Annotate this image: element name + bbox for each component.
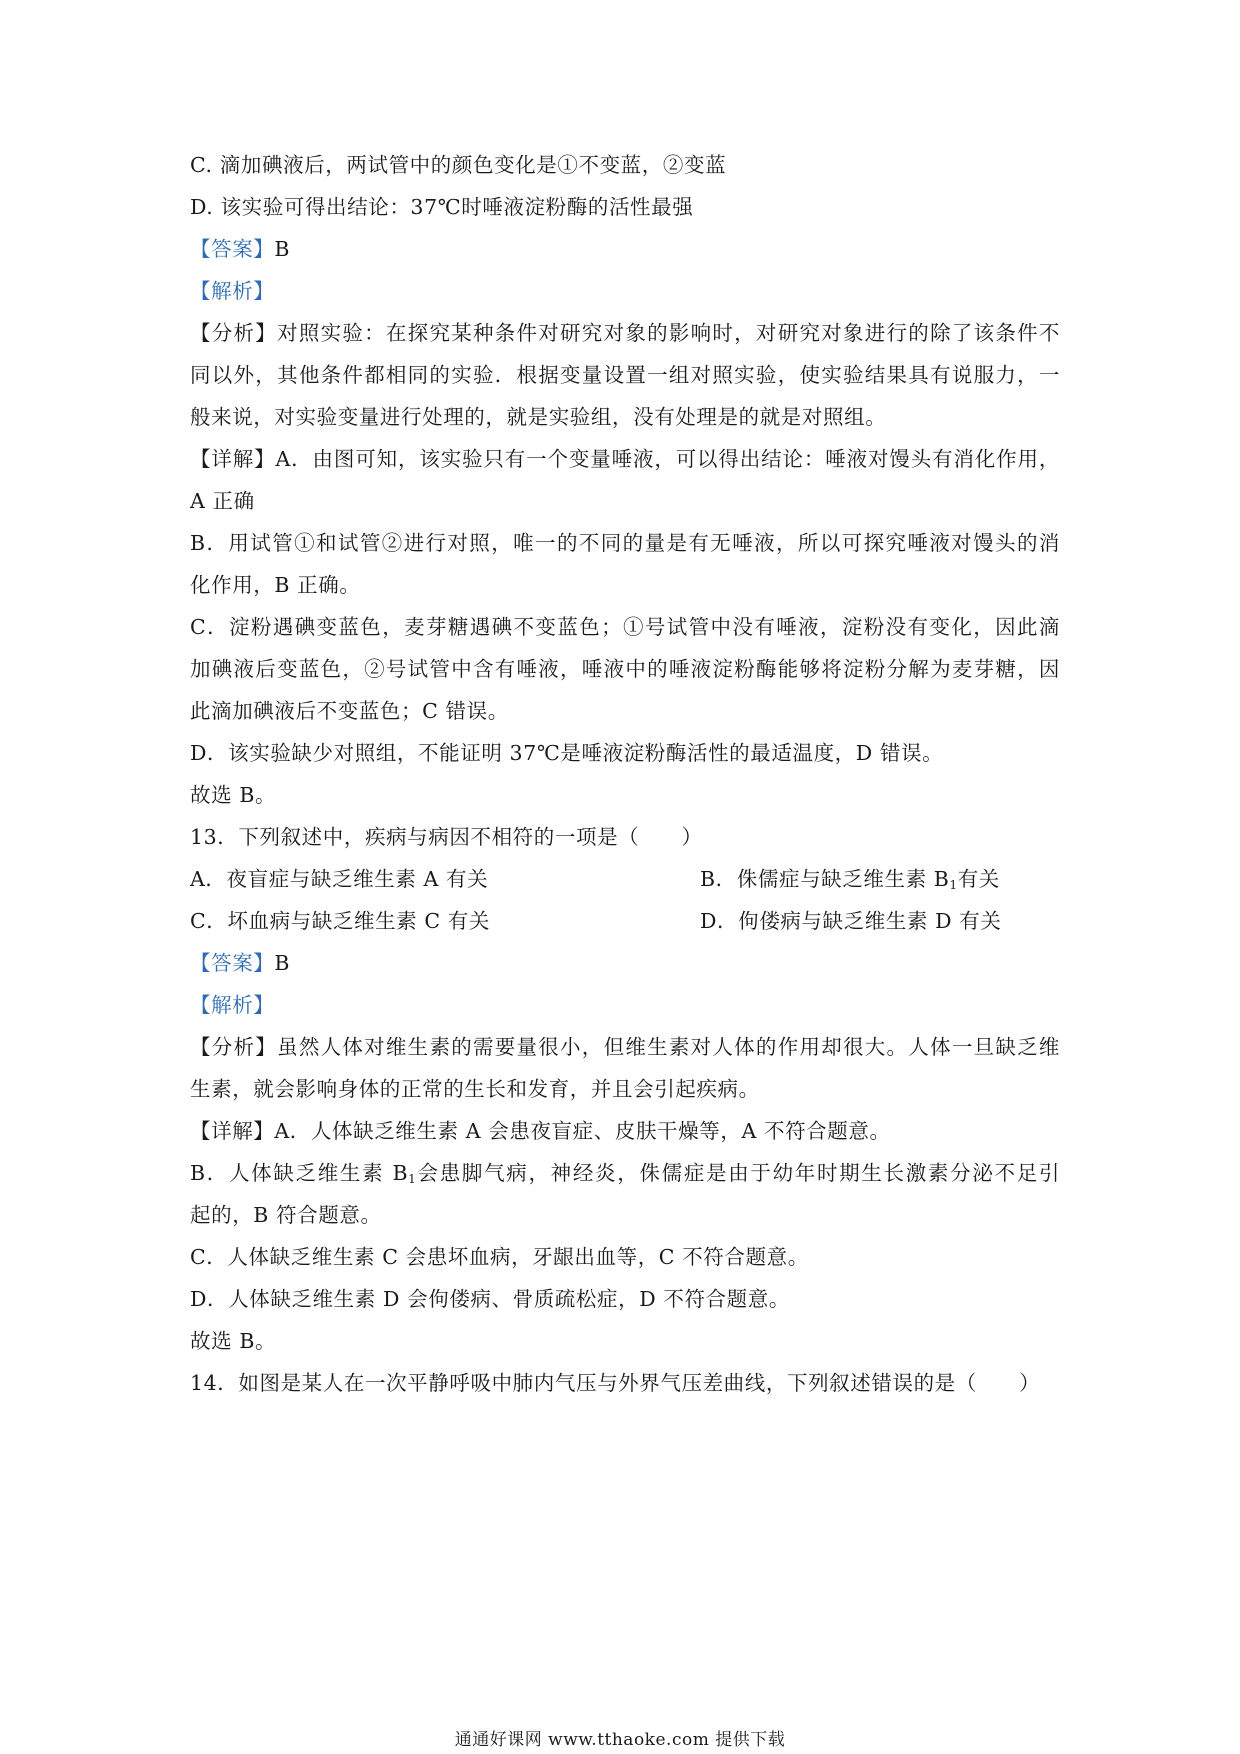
xiangjie-text-8: D．该实验缺少对照组，不能证明 37℃是唾液淀粉酶活性的最适温度，D 错误。 bbox=[190, 741, 944, 765]
xiangjie-text-2: A 正确 bbox=[190, 489, 255, 513]
conclusion-text: 故选 B。 bbox=[190, 783, 277, 807]
q13-xiangjie-line-4 bbox=[190, 1242, 809, 1272]
xiangjie-line-2 bbox=[190, 486, 255, 516]
q13-xiangjie-text-4: C．人体缺乏维生素 C 会患坏血病，牙龈出血等，C 不符合题意。 bbox=[190, 1245, 809, 1269]
xiangjie-line-4 bbox=[190, 570, 360, 600]
q13-xiangjie-line-1 bbox=[190, 1116, 891, 1146]
xiangjie-line-5 bbox=[190, 612, 1060, 642]
answer-tag: 【答案】 bbox=[190, 237, 275, 261]
answer-value: B bbox=[274, 237, 291, 261]
q13-xiangjie-text-3: 起的，B 符合题意。 bbox=[190, 1203, 382, 1227]
q13-fenxi-line-1 bbox=[190, 1032, 1060, 1062]
q13-conclusion-text: 故选 B。 bbox=[190, 1329, 277, 1353]
xiangjie-line-3 bbox=[190, 528, 1060, 558]
option-d-text: D. 该实验可得出结论：37℃时唾液淀粉酶的活性最强 bbox=[190, 195, 694, 219]
question-14-stem bbox=[190, 1368, 1040, 1398]
q13-option-c-text: C．坏血病与缺乏维生素 C 有关 bbox=[190, 909, 491, 933]
q13-xiangjie-text-5: D．人体缺乏维生素 D 会佝偻病、骨质疏松症，D 不符合题意。 bbox=[190, 1287, 790, 1311]
q13-option-a-text: A．夜盲症与缺乏维生素 A 有关 bbox=[190, 867, 489, 891]
footer-text: 通通好课网 www.tthaoke.com 提供下载 bbox=[454, 1730, 786, 1750]
xiangjie-text-6: 加碘液后变蓝色，②号试管中含有唾液，唾液中的唾液淀粉酶能够将淀粉分解为麦芽糖，因 bbox=[190, 657, 1060, 681]
answer-line bbox=[190, 234, 290, 264]
fenxi-line-3 bbox=[190, 402, 886, 432]
q13-option-b-text: B．侏儒症与缺乏维生素 B bbox=[700, 867, 950, 891]
q13-analysis-heading bbox=[190, 990, 274, 1020]
q13-answer-value: B bbox=[274, 951, 291, 975]
q13-fenxi-line-2 bbox=[190, 1074, 760, 1104]
question-13-stem bbox=[190, 822, 703, 852]
q13-option-a bbox=[190, 864, 488, 894]
fenxi-line-1 bbox=[190, 318, 1060, 348]
xiangjie-tag: 【详解】 bbox=[190, 447, 276, 471]
q13-option-c bbox=[190, 906, 490, 936]
analysis-tag: 【解析】 bbox=[190, 279, 275, 303]
xiangjie-text-7: 此滴加碘液后不变蓝色；C 错误。 bbox=[190, 699, 509, 723]
q13-fenxi-text-2: 生素，就会影响身体的正常的生长和发育，并且会引起疾病。 bbox=[190, 1077, 760, 1101]
q13-xiangjie-line-2 bbox=[190, 1158, 1060, 1188]
xiangjie-text-1: A．由图可知，该实验只有一个变量唾液，可以得出结论：唾液对馒头有消化作用， bbox=[275, 447, 1060, 471]
page-footer bbox=[0, 1728, 1240, 1752]
q13-fenxi-text-1: 虽然人体对维生素的需要量很小，但维生素对人体的作用却很大。人体一旦缺乏维 bbox=[277, 1035, 1060, 1059]
question-14-text: 14．如图是某人在一次平静呼吸中肺内气压与外界气压差曲线，下列叙述错误的是（ ） bbox=[190, 1371, 1041, 1395]
q13-answer-line bbox=[190, 948, 290, 978]
q13-option-b-suffix: 有关 bbox=[957, 867, 1000, 891]
xiangjie-text-3: B．用试管①和试管②进行对照，唯一的不同的量是有无唾液，所以可探究唾液对馒头的消 bbox=[190, 531, 1060, 555]
q13-xiangjie-line-3 bbox=[190, 1200, 382, 1230]
q13-xiangjie-tag: 【详解】 bbox=[190, 1119, 275, 1143]
q13-xiangjie-text-2: B．人体缺乏维生素 B bbox=[190, 1161, 409, 1185]
fenxi-text-1: 对照实验：在探究某种条件对研究对象的影响时，对研究对象进行的除了该条件不 bbox=[277, 321, 1060, 345]
fenxi-line-2 bbox=[190, 360, 1060, 390]
xiangjie-line-8 bbox=[190, 738, 943, 768]
option-d-line bbox=[190, 192, 693, 222]
xiangjie-line-6 bbox=[190, 654, 1060, 684]
xiangjie-line-1 bbox=[190, 444, 1060, 474]
xiangjie-text-4: 化作用，B 正确。 bbox=[190, 573, 361, 597]
fenxi-text-2: 同以外，其他条件都相同的实验．根据变量设置一组对照实验，使实验结果具有说服力，一 bbox=[190, 363, 1060, 387]
q13-xiangjie-line-5 bbox=[190, 1284, 790, 1314]
question-13-text: 13．下列叙述中，疾病与病因不相符的一项是（ ） bbox=[190, 825, 703, 849]
option-c-text: C. 滴加碘液后，两试管中的颜色变化是①不变蓝，②变蓝 bbox=[190, 153, 727, 177]
fenxi-tag: 【分析】 bbox=[190, 321, 278, 345]
q13-fenxi-tag: 【分析】 bbox=[190, 1035, 278, 1059]
option-c-line bbox=[190, 150, 726, 180]
conclusion-line bbox=[190, 780, 276, 810]
q13-option-d-text: D．佝偻病与缺乏维生素 D 有关 bbox=[700, 909, 1002, 933]
xiangjie-text-5: C．淀粉遇碘变蓝色，麦芽糖遇碘不变蓝色；①号试管中没有唾液，淀粉没有变化，因此滴 bbox=[190, 615, 1060, 639]
q13-option-b bbox=[700, 864, 1000, 894]
q13-answer-tag: 【答案】 bbox=[190, 951, 275, 975]
q13-xiangjie-text-2-rest: 会患脚气病，神经炎，侏儒症是由于幼年时期生长激素分泌不足引 bbox=[416, 1161, 1060, 1185]
q13-conclusion-line bbox=[190, 1326, 276, 1356]
q13-option-b-subscript: 1 bbox=[949, 878, 958, 892]
fenxi-text-3: 般来说，对实验变量进行处理的，就是实验组，没有处理是的就是对照组。 bbox=[190, 405, 887, 429]
q13-xiangjie-subscript: 1 bbox=[408, 1172, 417, 1186]
xiangjie-line-7 bbox=[190, 696, 509, 726]
q13-option-d bbox=[700, 906, 1002, 936]
analysis-heading bbox=[190, 276, 274, 306]
q13-analysis-tag: 【解析】 bbox=[190, 993, 275, 1017]
q13-xiangjie-text-1: A．人体缺乏维生素 A 会患夜盲症、皮肤干燥等，A 不符合题意。 bbox=[274, 1119, 891, 1143]
